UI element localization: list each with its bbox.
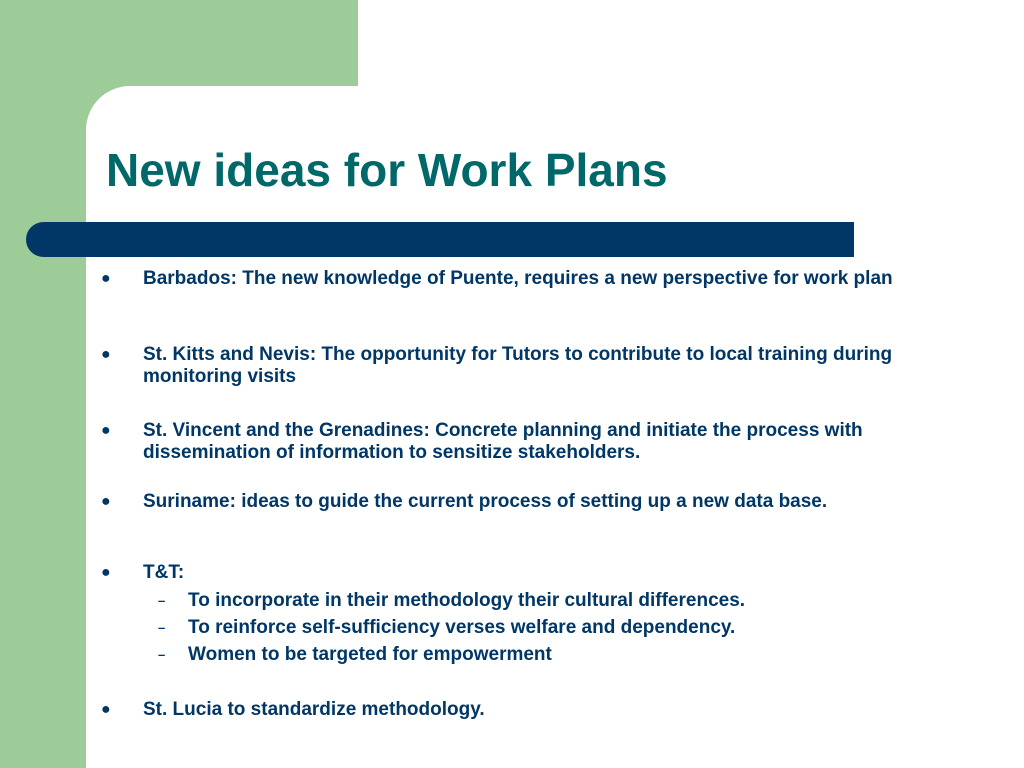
bullet-dot-icon: ● [101, 701, 111, 718]
bullet-list [0, 266, 1024, 746]
bullet-text-st-vincent: St. Vincent and the Grenadines: Concrete planning and initiate the process with dissemination of information to sensitize stakeholders. [143, 420, 863, 463]
bullet-dot-icon: ● [101, 493, 111, 510]
bullet-text-barbados: Barbados: The new knowledge of Puente, requires a new perspective for work plan [143, 268, 893, 289]
sub-bullet-text: To incorporate in their methodology their cultural differences. [188, 590, 746, 611]
dash-icon: – [158, 620, 166, 635]
bullet-dot-icon: ● [101, 346, 111, 363]
bullet-dot-icon: ● [101, 422, 111, 439]
bullet-text-st-kitts: St. Kitts and Nevis: The opportunity for Tutors to contribute to local training during monitoring visits [143, 344, 893, 387]
title-underline-bar [26, 222, 854, 257]
bullet-dot-icon: ● [101, 270, 111, 287]
sub-bullet-text: To reinforce self-sufficiency verses welfare and dependency. [188, 617, 736, 638]
bullet-text-st-lucia: St. Lucia to standardize methodology. [143, 699, 485, 720]
sub-bullet-text: Women to be targeted for empowerment [188, 644, 552, 665]
bullet-dot-icon: ● [101, 564, 111, 581]
dash-icon: – [158, 593, 166, 608]
slide-title: New ideas for Work Plans [106, 144, 668, 196]
bullet-text-suriname: Suriname: ideas to guide the current process of setting up a new data base. [143, 491, 828, 512]
dash-icon: – [158, 647, 166, 662]
bullet-text-tt: T&T: [143, 562, 185, 583]
